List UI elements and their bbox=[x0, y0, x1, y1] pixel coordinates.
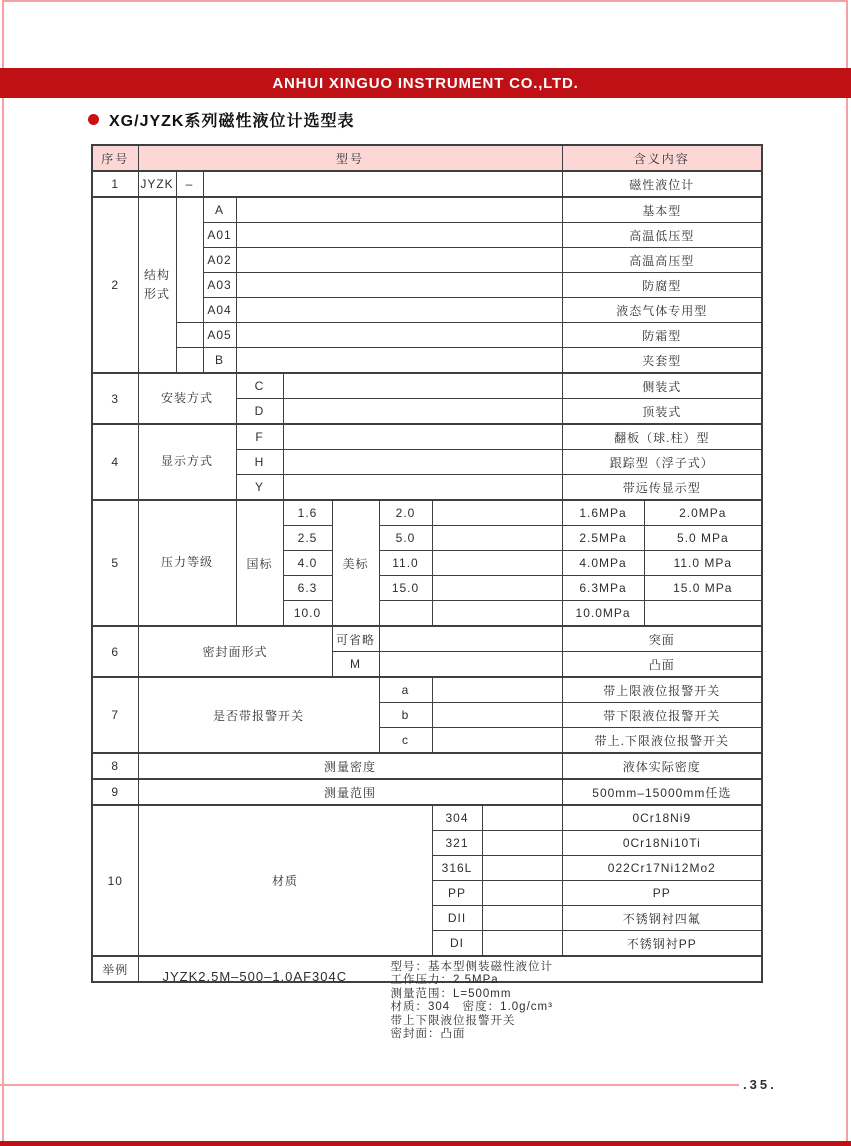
code-cell: 6.3 bbox=[283, 576, 332, 601]
empty-cell bbox=[236, 223, 562, 248]
table-row bbox=[92, 677, 762, 703]
table-row bbox=[92, 348, 762, 374]
code-cell: B bbox=[203, 348, 236, 374]
page-title: XG/JYZK系列磁性液位计选型表 bbox=[109, 113, 355, 130]
code-cell: c bbox=[379, 728, 432, 754]
empty-cell bbox=[432, 576, 562, 601]
code-cell: 2.5 bbox=[283, 526, 332, 551]
example-model-code: JYZK2.5M–500–1.0AF304C bbox=[162, 969, 348, 984]
example-row bbox=[92, 956, 762, 982]
meaning-cell: 带远传显示型 bbox=[562, 475, 762, 501]
row-label: 材质 bbox=[138, 805, 432, 956]
empty-cell bbox=[432, 728, 562, 754]
row-number: 9 bbox=[92, 779, 138, 805]
table-header-row bbox=[92, 145, 762, 171]
meaning-cell: 防霜型 bbox=[562, 323, 762, 348]
meaning-cell: 跟踪型（浮子式） bbox=[562, 450, 762, 475]
code-cell: 11.0 bbox=[379, 551, 432, 576]
meaning-cell: 2.0MPa bbox=[644, 500, 762, 526]
meaning-cell: 5.0 MPa bbox=[644, 526, 762, 551]
code-cell: 1.6 bbox=[283, 500, 332, 526]
meaning-cell: 4.0MPa bbox=[562, 551, 644, 576]
code-cell: M bbox=[332, 652, 379, 678]
empty-cell bbox=[283, 373, 562, 399]
row-number: 3 bbox=[92, 373, 138, 424]
row-number: 1 bbox=[92, 171, 138, 197]
code-cell: PP bbox=[432, 881, 482, 906]
row-label: 密封面形式 bbox=[138, 626, 332, 677]
empty-cell bbox=[236, 197, 562, 223]
empty-cell bbox=[379, 626, 562, 652]
example-line: 工作压力：2.5MPa bbox=[390, 974, 499, 987]
empty-cell bbox=[379, 652, 562, 678]
empty-cell bbox=[432, 601, 562, 627]
row-number: 10 bbox=[92, 805, 138, 956]
meaning-cell: 液态气体专用型 bbox=[562, 298, 762, 323]
table-row bbox=[92, 323, 762, 348]
meaning-cell: 突面 bbox=[562, 626, 762, 652]
code-cell: A03 bbox=[203, 273, 236, 298]
code-cell: C bbox=[236, 373, 283, 399]
code-cell: 2.0 bbox=[379, 500, 432, 526]
meaning-cell: 高温高压型 bbox=[562, 248, 762, 273]
empty-cell bbox=[283, 450, 562, 475]
row-label: 结构形式 bbox=[138, 197, 176, 373]
example-line: 型号：基本型侧装磁性液位计 bbox=[390, 961, 553, 973]
table-row bbox=[92, 424, 762, 450]
code-cell: H bbox=[236, 450, 283, 475]
company-name: ANHUI XINGUO INSTRUMENT CO.,LTD. bbox=[272, 75, 579, 92]
code-cell: DII bbox=[432, 906, 482, 931]
code-cell: 304 bbox=[432, 805, 482, 831]
row-label: 显示方式 bbox=[138, 424, 236, 500]
empty-cell bbox=[432, 526, 562, 551]
code-cell: Y bbox=[236, 475, 283, 501]
empty-cell bbox=[482, 906, 562, 931]
page-number-rule bbox=[0, 1084, 739, 1086]
row-label: 压力等级 bbox=[138, 500, 236, 626]
code-cell: JYZK bbox=[138, 171, 176, 197]
empty-cell bbox=[236, 298, 562, 323]
code-cell: a bbox=[379, 677, 432, 703]
code-cell: 10.0 bbox=[283, 601, 332, 627]
footer-bar bbox=[0, 1141, 851, 1146]
meaning-cell: 不锈钢衬PP bbox=[562, 931, 762, 957]
table-row bbox=[92, 753, 762, 779]
empty-cell bbox=[432, 551, 562, 576]
meaning-cell: 11.0 MPa bbox=[644, 551, 762, 576]
example-cell bbox=[138, 956, 762, 1041]
meaning-cell: 翻板（球.柱）型 bbox=[562, 424, 762, 450]
code-cell: 316L bbox=[432, 856, 482, 881]
table-row bbox=[92, 197, 762, 223]
empty-cell bbox=[482, 931, 562, 957]
code-cell: 5.0 bbox=[379, 526, 432, 551]
code-cell: 可省略 bbox=[332, 626, 379, 652]
meaning-cell: 凸面 bbox=[562, 652, 762, 678]
row-number: 7 bbox=[92, 677, 138, 753]
example-line: 测量范围：L=500mm bbox=[390, 987, 512, 1000]
code-cell: 321 bbox=[432, 831, 482, 856]
meaning-cell: 带上限液位报警开关 bbox=[562, 677, 762, 703]
code-cell: A bbox=[203, 197, 236, 223]
header-no: 序号 bbox=[92, 145, 138, 171]
meaning-cell: 顶装式 bbox=[562, 399, 762, 425]
empty-cell bbox=[236, 323, 562, 348]
row-number: 8 bbox=[92, 753, 138, 779]
selection-table bbox=[91, 144, 763, 1041]
meaning-cell bbox=[644, 601, 762, 627]
code-cell: b bbox=[379, 703, 432, 728]
empty-cell bbox=[236, 248, 562, 273]
row-label: 是否带报警开关 bbox=[138, 677, 379, 753]
empty-cell bbox=[236, 348, 562, 374]
bullet-icon bbox=[88, 114, 99, 125]
example-line: 带上下限液位报警开关 bbox=[390, 1014, 516, 1027]
meaning-cell: 0Cr18Ni9 bbox=[562, 805, 762, 831]
example-line: 密封面：凸面 bbox=[390, 1028, 466, 1041]
code-cell: A04 bbox=[203, 298, 236, 323]
code-cell: A01 bbox=[203, 223, 236, 248]
code-cell: A05 bbox=[203, 323, 236, 348]
example-label: 举例 bbox=[92, 956, 138, 982]
dash-cell: – bbox=[176, 171, 203, 197]
meaning-cell: 10.0MPa bbox=[562, 601, 644, 627]
row-label: 测量密度 bbox=[138, 753, 562, 779]
code-cell: A02 bbox=[203, 248, 236, 273]
meaning-cell: 6.3MPa bbox=[562, 576, 644, 601]
meaning-cell: 1.6MPa bbox=[562, 500, 644, 526]
meaning-cell: 2.5MPa bbox=[562, 526, 644, 551]
table-row bbox=[92, 500, 762, 526]
code-cell: 15.0 bbox=[379, 576, 432, 601]
selection-table-wrap bbox=[91, 144, 763, 1041]
table-row bbox=[92, 779, 762, 805]
empty-cell bbox=[176, 323, 203, 348]
table-row bbox=[92, 373, 762, 399]
empty-cell bbox=[432, 703, 562, 728]
empty-cell bbox=[283, 424, 562, 450]
empty-cell bbox=[176, 197, 203, 323]
meaning-cell: 侧装式 bbox=[562, 373, 762, 399]
meaning-cell: 防腐型 bbox=[562, 273, 762, 298]
example-line: 材质：304 密度：1.0g/cm³ bbox=[390, 1001, 553, 1014]
meaning-cell: 液体实际密度 bbox=[562, 753, 762, 779]
meaning-cell: 不锈钢衬四氟 bbox=[562, 906, 762, 931]
meaning-cell: 500mm–15000mm任选 bbox=[562, 779, 762, 805]
section-title bbox=[88, 108, 354, 131]
header-meaning: 含义内容 bbox=[562, 145, 762, 171]
empty-cell bbox=[283, 475, 562, 501]
meaning-cell: 高温低压型 bbox=[562, 223, 762, 248]
meaning-cell: 022Cr17Ni12Mo2 bbox=[562, 856, 762, 881]
empty-cell bbox=[283, 399, 562, 425]
empty-cell bbox=[482, 881, 562, 906]
empty-cell bbox=[176, 348, 203, 374]
empty-cell bbox=[482, 856, 562, 881]
row-number: 6 bbox=[92, 626, 138, 677]
meaning-cell: 15.0 MPa bbox=[644, 576, 762, 601]
row-label: 安装方式 bbox=[138, 373, 236, 424]
code-cell: 4.0 bbox=[283, 551, 332, 576]
meaning-cell: 带下限液位报警开关 bbox=[562, 703, 762, 728]
table-row bbox=[92, 171, 762, 197]
meaning-cell: 基本型 bbox=[562, 197, 762, 223]
empty-cell bbox=[203, 171, 562, 197]
header-model: 型号 bbox=[138, 145, 562, 171]
table-row bbox=[92, 805, 762, 831]
code-cell: DI bbox=[432, 931, 482, 957]
empty-cell bbox=[432, 500, 562, 526]
row-number: 4 bbox=[92, 424, 138, 500]
page-number: .35. bbox=[743, 1077, 777, 1092]
code-cell: F bbox=[236, 424, 283, 450]
empty-cell bbox=[236, 273, 562, 298]
example-description bbox=[391, 961, 554, 1041]
table-row bbox=[92, 626, 762, 652]
code-cell: D bbox=[236, 399, 283, 425]
meaning-cell: 带上.下限液位报警开关 bbox=[562, 728, 762, 754]
ansi-label-cell: 美标 bbox=[332, 500, 379, 626]
empty-cell bbox=[482, 805, 562, 831]
empty-cell bbox=[482, 831, 562, 856]
empty-cell bbox=[379, 601, 432, 627]
meaning-cell: 0Cr18Ni10Ti bbox=[562, 831, 762, 856]
meaning-cell: 磁性液位计 bbox=[562, 171, 762, 197]
gb-label-cell: 国标 bbox=[236, 500, 283, 626]
empty-cell bbox=[432, 677, 562, 703]
row-number: 2 bbox=[92, 197, 138, 373]
meaning-cell: PP bbox=[562, 881, 762, 906]
row-label: 测量范围 bbox=[138, 779, 562, 805]
row-number: 5 bbox=[92, 500, 138, 626]
meaning-cell: 夹套型 bbox=[562, 348, 762, 374]
company-banner bbox=[0, 68, 851, 98]
